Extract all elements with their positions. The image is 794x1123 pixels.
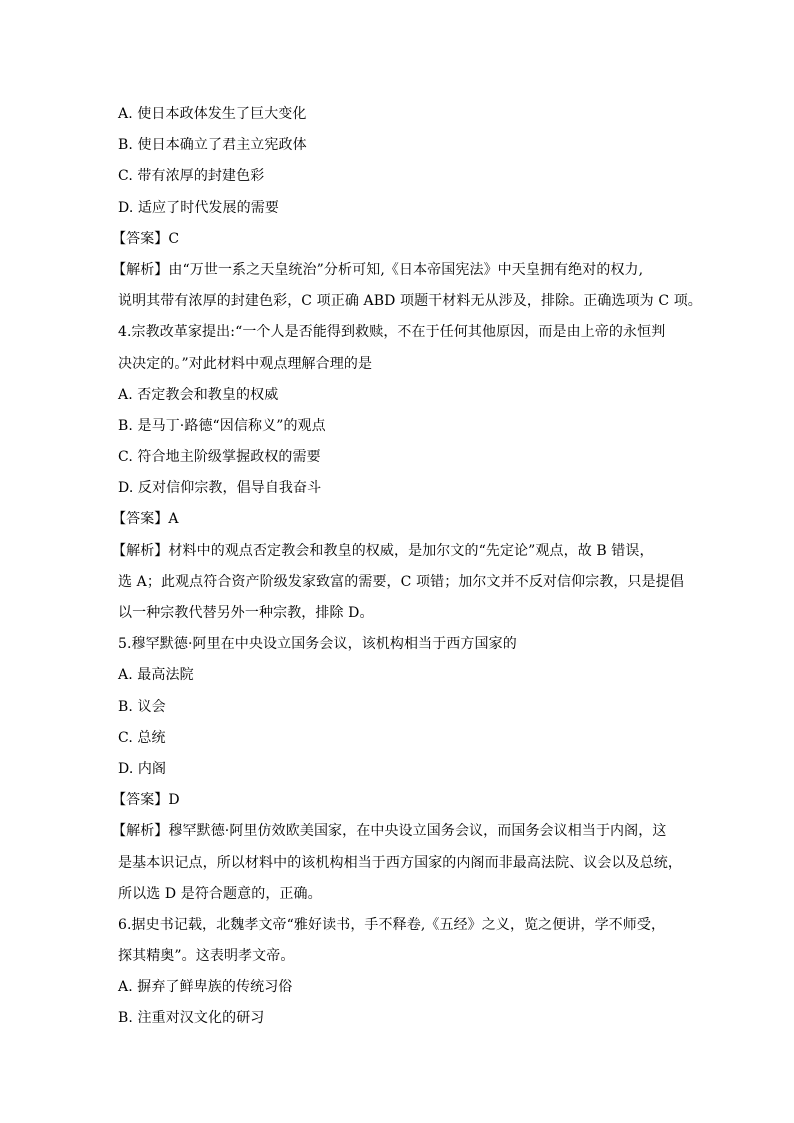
q4-option-c: C. 符合地主阶级掌握政权的需要 (118, 449, 321, 466)
q4-answer: 【答案】A (112, 511, 179, 528)
q3-option-c: C. 带有浓厚的封建色彩 (118, 168, 265, 185)
q5-analysis-line-2: 是基本识记点，所以材料中的该机构相当于西方国家的内阁而非最高法院、议会以及总统， (118, 854, 682, 871)
q3-option-a: A. 使日本政体发生了巨大变化 (118, 106, 307, 122)
q5-analysis-line-1: 【解析】穆罕默德·阿里仿效欧美国家，在中央设立国务会议，而国务会议相当于内阁，这 (112, 823, 667, 840)
q5-option-c: C. 总统 (118, 729, 166, 746)
q3-analysis-line-1: 【解析】由“万世一系之天皇统治”分析可知,《日本帝国宪法》中天皇拥有绝对的权力, (112, 261, 644, 278)
q5-analysis-line-3: 所以选 D 是符合题意的，正确。 (118, 885, 322, 902)
q4-stem-line-2: 决决定的。”对此材料中观点理解合理的是 (118, 355, 373, 372)
q4-option-a: A. 否定教会和教皇的权威 (118, 386, 279, 403)
q4-analysis-line-1: 【解析】材料中的观点否定教会和教皇的权威，是加尔文的“先定论”观点，故 B 错误， (112, 542, 654, 559)
q4-analysis-line-2: 选 A；此观点符合资产阶级发家致富的需要，C 项错；加尔文并不反对信仰宗教，只是提倡 (118, 573, 684, 590)
q6-option-b: B. 注重对汉文化的研习 (118, 1010, 265, 1027)
q6-stem-line-2: 探其精奥”。这表明孝文帝。 (118, 948, 295, 965)
q4-option-b: B. 是马丁·路德“因信称义”的观点 (118, 417, 326, 434)
document-body (112, 99, 702, 1035)
q5-stem-line-1: 5.穆罕默德·阿里在中央设立国务会议，该机构相当于西方国家的 (118, 636, 517, 653)
q5-option-d: D. 内阁 (118, 760, 167, 777)
q6-option-a: A. 摒弃了鲜卑族的传统习俗 (118, 979, 293, 996)
q4-analysis-line-3: 以一种宗教代替另外一种宗教，排除 D。 (118, 605, 374, 621)
q4-option-d: D. 反对信仰宗教，倡导自我奋斗 (118, 480, 322, 497)
q5-option-b: B. 议会 (118, 698, 166, 715)
q4-stem-line-1: 4.宗教改革家提出:“一个人是否能得到救赎，不在于任何其他原因，而是由上帝的永恒判 (118, 324, 666, 341)
q3-analysis-line-2: 说明其带有浓厚的封建色彩，C 项正确 ABD 项题干材料无从涉及，排除。正确选项为 C 项。 (118, 293, 702, 310)
q6-stem-line-1: 6.据史书记载，北魏孝文帝“雅好读书，手不释卷,《五经》之义，览之便讲，学不师受， (118, 916, 666, 933)
q5-option-a: A. 最高法院 (118, 667, 194, 684)
q3-answer: 【答案】C (112, 230, 180, 247)
q5-answer: 【答案】D (112, 792, 180, 809)
q3-option-d: D. 适应了时代发展的需要 (118, 199, 279, 216)
q3-option-b: B. 使日本确立了君主立宪政体 (118, 137, 307, 154)
